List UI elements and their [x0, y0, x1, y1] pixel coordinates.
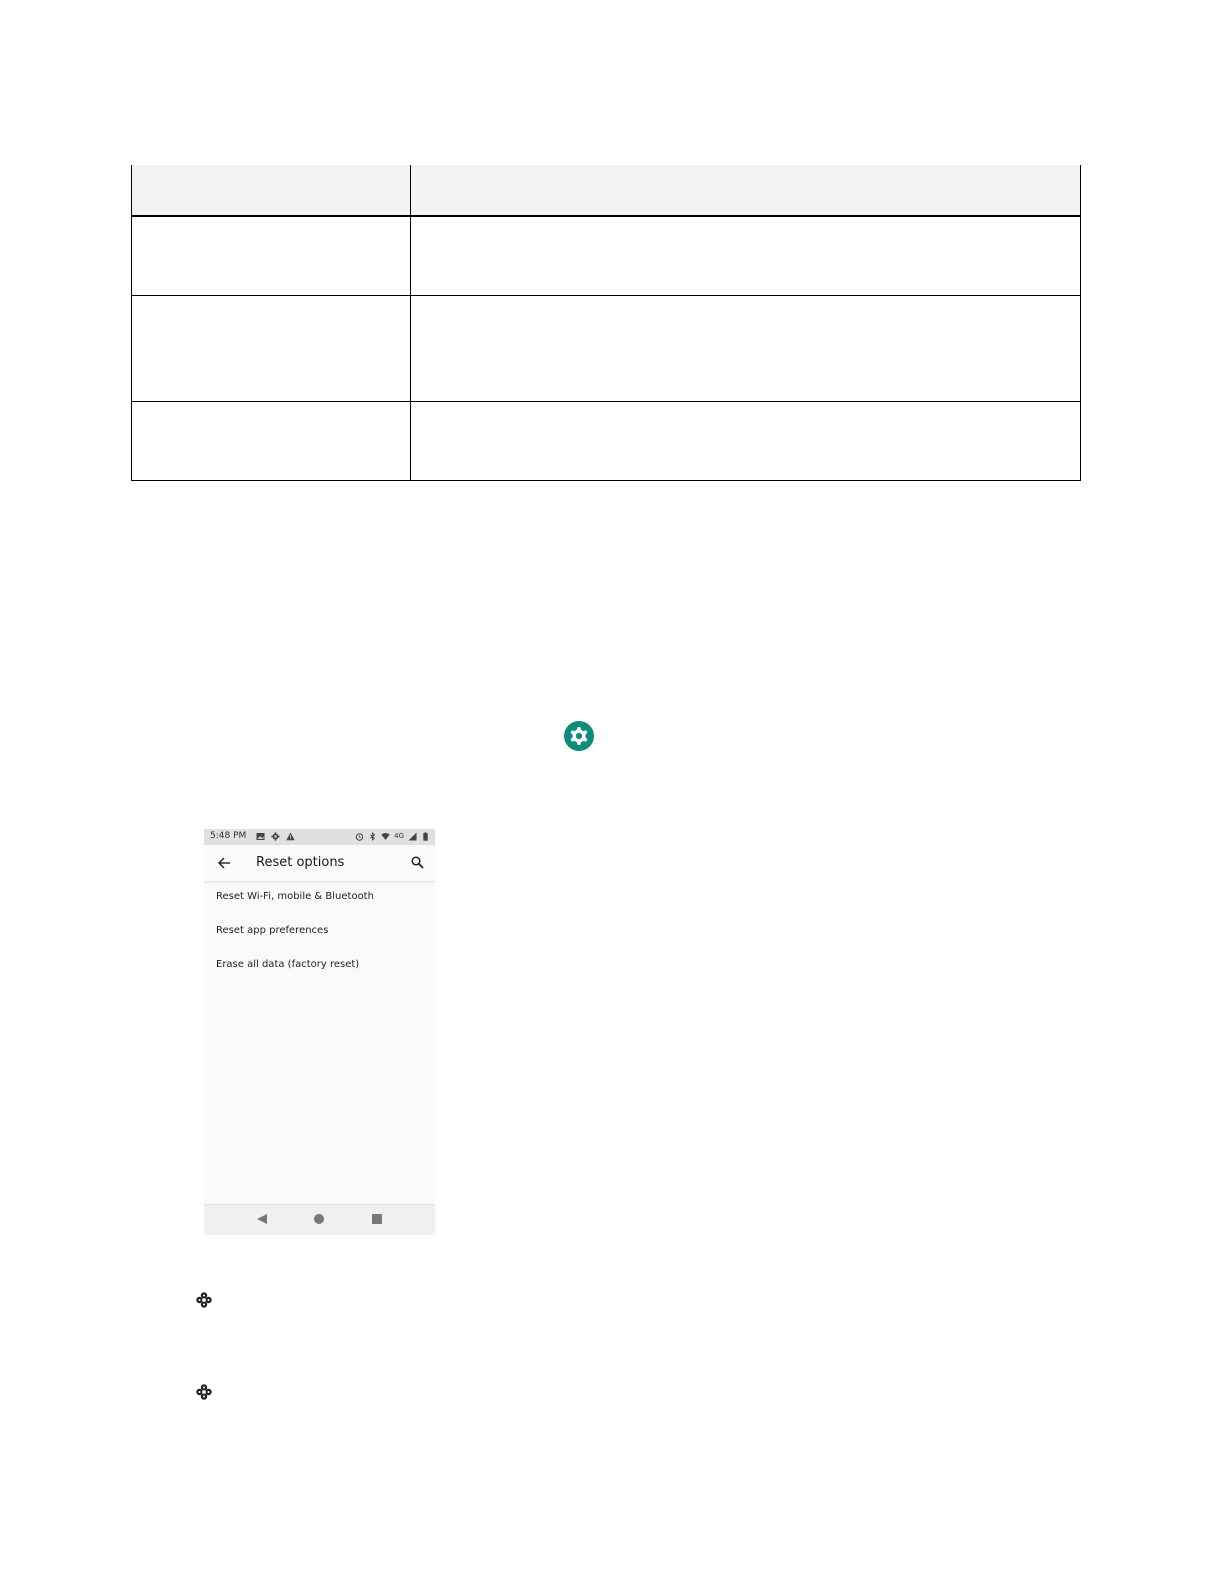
nav-back-icon[interactable]	[256, 1213, 268, 1225]
gear-icon	[271, 832, 280, 841]
table-row	[132, 216, 1081, 296]
app-bar	[204, 845, 435, 882]
phone-screenshot	[204, 829, 435, 1235]
table-cell	[411, 216, 1081, 296]
reset-options-list	[204, 882, 435, 984]
notification-icons	[256, 832, 295, 841]
image-icon	[256, 832, 265, 841]
signal-icon	[408, 832, 417, 841]
alarm-icon	[355, 832, 364, 841]
status-bar	[204, 829, 435, 845]
table-header-row	[132, 165, 1081, 216]
nav-recents-icon[interactable]	[372, 1214, 382, 1224]
table-cell	[411, 296, 1081, 402]
table-cell	[132, 402, 411, 481]
table-row	[132, 296, 1081, 402]
back-arrow-icon[interactable]	[217, 856, 231, 870]
table-cell	[132, 296, 411, 402]
menu-item-reset-network[interactable]: Reset Wi-Fi, mobile & Bluetooth	[216, 891, 374, 902]
table-cell	[411, 402, 1081, 481]
settings-icon	[564, 721, 594, 751]
table-header-cell	[132, 165, 411, 216]
wifi-icon	[381, 832, 390, 841]
system-icons	[355, 832, 430, 841]
warning-icon	[286, 832, 295, 841]
navigation-bar	[204, 1204, 435, 1235]
table-cell	[132, 216, 411, 296]
page-title: Reset options	[256, 855, 345, 870]
diamond-bullet-icon	[196, 1292, 212, 1308]
search-icon[interactable]	[411, 856, 424, 869]
bluetooth-icon	[368, 832, 377, 841]
battery-icon	[421, 832, 430, 841]
menu-item-factory-reset[interactable]: Erase all data (factory reset)	[216, 959, 360, 970]
diamond-bullet-icon	[196, 1384, 212, 1400]
info-table	[131, 165, 1081, 481]
network-type: 4G	[394, 832, 404, 840]
menu-item-reset-app-preferences[interactable]: Reset app preferences	[216, 925, 329, 936]
table-header-cell	[411, 165, 1081, 216]
table-row	[132, 402, 1081, 481]
nav-home-icon[interactable]	[314, 1214, 324, 1224]
status-time: 5:48 PM	[210, 831, 247, 841]
